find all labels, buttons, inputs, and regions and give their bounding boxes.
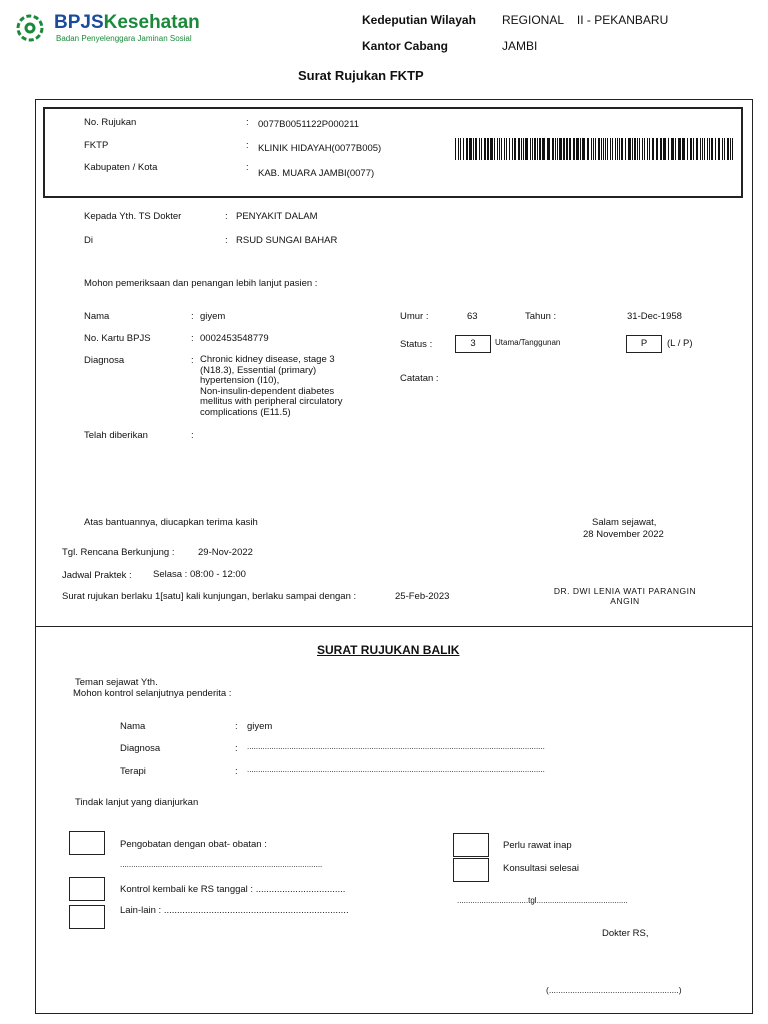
barcode-bar bbox=[663, 138, 666, 160]
kantor-value: JAMBI bbox=[502, 39, 538, 53]
catatan-label: Catatan : bbox=[400, 373, 439, 384]
barcode-bar bbox=[547, 138, 550, 160]
berlaku-value: 25-Feb-2023 bbox=[395, 591, 450, 602]
di-label: Di bbox=[84, 235, 93, 246]
barcode-bar bbox=[494, 138, 495, 160]
barcode-bar bbox=[463, 138, 464, 160]
barcode-bar bbox=[587, 138, 589, 160]
barcode-bar bbox=[704, 138, 705, 160]
di-value: RSUD SUNGAI BAHAR bbox=[236, 235, 338, 246]
barcode-bar bbox=[730, 138, 731, 160]
barcode-bar bbox=[479, 138, 480, 160]
barcode-bar bbox=[652, 138, 654, 160]
kontrol-checkbox[interactable] bbox=[69, 877, 105, 901]
balik-nama-label: Nama bbox=[120, 721, 146, 732]
barcode-bar bbox=[539, 138, 541, 160]
tgl-rencana-value: 29-Nov-2022 bbox=[198, 547, 253, 558]
lain-lain-checkbox[interactable] bbox=[69, 905, 105, 929]
salam-text: Salam sejawat, bbox=[592, 517, 657, 528]
diberikan-label: Telah diberikan bbox=[84, 430, 148, 441]
tahun-value: 31-Dec-1958 bbox=[627, 311, 682, 322]
utama-label: Utama/Tanggunan bbox=[495, 338, 561, 347]
balik-diagnosa-dots: ...................................................................................................................................... bbox=[247, 742, 545, 751]
barcode-bar bbox=[671, 138, 674, 160]
barcode-bar bbox=[722, 138, 723, 160]
barcode-bar bbox=[595, 138, 596, 160]
colon: : bbox=[225, 235, 228, 246]
barcode-bar bbox=[509, 138, 510, 160]
barcode-bar bbox=[718, 138, 720, 160]
barcode-bar bbox=[523, 138, 524, 160]
barcode-bar bbox=[678, 138, 681, 160]
barcode-bar bbox=[518, 138, 520, 160]
bpjs-logo-icon bbox=[16, 14, 44, 42]
barcode-bar bbox=[711, 138, 713, 160]
status-value: 3 bbox=[470, 338, 476, 349]
barcode-bar bbox=[625, 138, 626, 160]
barcode-bar bbox=[632, 138, 633, 160]
barcode-bar bbox=[610, 138, 611, 160]
terapi-dots: ...................................................................................................................................... bbox=[247, 765, 545, 774]
barcode-bar bbox=[715, 138, 716, 160]
logo-subtitle: Badan Penyelenggara Jaminan Sosial bbox=[56, 34, 192, 43]
logo-kesehatan-text: Kesehatan bbox=[103, 12, 200, 33]
tahun-label: Tahun : bbox=[525, 311, 557, 322]
barcode-bar bbox=[512, 138, 513, 160]
barcode-bar bbox=[707, 138, 708, 160]
barcode-bar bbox=[709, 138, 710, 160]
tindak-text: Tindak lanjut yang dianjurkan bbox=[75, 797, 199, 808]
barcode-bar bbox=[487, 138, 489, 160]
rawat-inap-label: Perlu rawat inap bbox=[503, 840, 572, 851]
diagnosa-value bbox=[200, 355, 343, 418]
kepada-value: PENYAKIT DALAM bbox=[236, 211, 318, 222]
barcode-bar bbox=[582, 138, 585, 160]
mohon-text: Mohon pemeriksaan dan penangan lebih lanjut pasien : bbox=[84, 278, 318, 289]
jadwal-label: Jadwal Praktek : bbox=[62, 570, 132, 581]
barcode-bar bbox=[473, 138, 474, 160]
colon: : bbox=[225, 211, 228, 222]
barcode-bar bbox=[532, 138, 533, 160]
barcode-bar bbox=[525, 138, 528, 160]
diagnosa-label: Diagnosa bbox=[84, 355, 125, 366]
colon: : bbox=[235, 743, 238, 754]
barcode-bar bbox=[603, 138, 604, 160]
kontrol-label: Kontrol kembali ke RS tanggal : .................................. bbox=[120, 884, 346, 895]
barcode-bar bbox=[642, 138, 643, 160]
umur-value: 63 bbox=[467, 311, 478, 322]
no-rujukan-value: 0077B0051122P000211 bbox=[258, 119, 360, 130]
barcode-bar bbox=[696, 138, 698, 160]
barcode-bar bbox=[514, 138, 516, 160]
barcode-bar bbox=[644, 138, 645, 160]
barcode-bar bbox=[557, 138, 558, 160]
sex-value: P bbox=[640, 338, 648, 349]
teman-text: Teman sejawat Yth. bbox=[75, 677, 158, 688]
colon: : bbox=[191, 430, 194, 441]
signature-line: (.......................................................) bbox=[546, 985, 682, 995]
status-label: Status : bbox=[400, 339, 433, 350]
barcode-bar bbox=[639, 138, 640, 160]
barcode-bar bbox=[727, 138, 729, 160]
barcode-bar bbox=[555, 138, 556, 160]
barcode-bar bbox=[552, 138, 554, 160]
barcode-bar bbox=[675, 138, 676, 160]
pengobatan-dots: ........................................................................................... bbox=[120, 860, 323, 869]
status-box bbox=[455, 335, 491, 353]
barcode-bar bbox=[612, 138, 613, 160]
barcode-bar bbox=[563, 138, 565, 160]
barcode-bar bbox=[605, 138, 606, 160]
barcode-bar bbox=[576, 138, 579, 160]
barcode-bar bbox=[637, 138, 638, 160]
colon: : bbox=[246, 117, 249, 128]
barcode-bar bbox=[504, 138, 505, 160]
barcode-bar bbox=[660, 138, 662, 160]
barcode-bar bbox=[497, 138, 498, 160]
barcode-bar bbox=[649, 138, 650, 160]
barcode-bar bbox=[542, 138, 545, 160]
barcode-bar bbox=[668, 138, 669, 160]
diagnosa-line: (N18.3), Essential (primary) bbox=[200, 364, 317, 376]
fktp-value: KLINIK HIDAYAH(0077B005) bbox=[258, 143, 382, 154]
barcode-bar bbox=[693, 138, 694, 160]
rawat-inap-checkbox[interactable] bbox=[453, 833, 489, 857]
jadwal-value: Selasa : 08:00 - 12:00 bbox=[153, 569, 246, 580]
colon: : bbox=[191, 333, 194, 344]
salam-date: 28 November 2022 bbox=[583, 529, 664, 540]
mohon-kontrol-text: Mohon kontrol selanjutnya penderita : bbox=[73, 688, 232, 699]
umur-label: Umur : bbox=[400, 311, 429, 322]
colon: : bbox=[246, 162, 249, 173]
dokter-name-line: ANGIN bbox=[610, 596, 640, 606]
nama-value: giyem bbox=[200, 311, 226, 322]
konsultasi-label: Konsultasi selesai bbox=[503, 863, 580, 874]
balik-nama-value: giyem bbox=[247, 721, 273, 732]
barcode-bar bbox=[573, 138, 575, 160]
barcode-bar bbox=[506, 138, 507, 160]
barcode-bar bbox=[617, 138, 618, 160]
barcode-bar bbox=[591, 138, 592, 160]
barcode-bar bbox=[521, 138, 522, 160]
pengobatan-checkbox[interactable] bbox=[69, 831, 105, 855]
sex-options: (L / P) bbox=[667, 338, 693, 349]
barcode-bar bbox=[559, 138, 562, 160]
colon: : bbox=[191, 311, 194, 322]
barcode-bar bbox=[566, 138, 568, 160]
barcode-bar bbox=[484, 138, 486, 160]
barcode-bar bbox=[593, 138, 594, 160]
kartu-label: No. Kartu BPJS bbox=[84, 333, 151, 344]
barcode-bar bbox=[700, 138, 701, 160]
barcode-bar bbox=[580, 138, 581, 160]
lain-lain-label: Lain-lain : ...................................................................... bbox=[120, 905, 349, 916]
barcode-bar bbox=[687, 138, 688, 160]
barcode-bar bbox=[619, 138, 620, 160]
barcode-bar bbox=[537, 138, 538, 160]
colon: : bbox=[191, 355, 194, 366]
barcode-bar bbox=[702, 138, 703, 160]
barcode bbox=[455, 138, 735, 160]
barcode-bar bbox=[732, 138, 733, 160]
barcode-bar bbox=[621, 138, 623, 160]
barcode-bar bbox=[690, 138, 692, 160]
barcode-bar bbox=[634, 138, 636, 160]
barcode-bar bbox=[481, 138, 482, 160]
kedeputian-label: Kedeputian Wilayah bbox=[362, 13, 476, 27]
kabupaten-value: KAB. MUARA JAMBI(0077) bbox=[258, 168, 375, 179]
barcode-bar bbox=[647, 138, 648, 160]
diagnosa-line: Chronic kidney disease, stage 3 bbox=[200, 354, 335, 365]
thanks-text: Atas bantuannya, diucapkan terima kasih bbox=[84, 517, 258, 528]
barcode-bar bbox=[475, 138, 477, 160]
kedeputian-value: REGIONAL II - PEKANBARU bbox=[502, 13, 669, 27]
barcode-bar bbox=[458, 138, 459, 160]
barcode-bar bbox=[628, 138, 631, 160]
barcode-bar bbox=[615, 138, 616, 160]
konsultasi-checkbox[interactable] bbox=[453, 858, 489, 882]
fktp-label: FKTP bbox=[84, 140, 109, 151]
kabupaten-label: Kabupaten / Kota bbox=[84, 162, 158, 173]
page-title: Surat Rujukan FKTP bbox=[298, 68, 424, 83]
colon: : bbox=[235, 766, 238, 777]
barcode-bar bbox=[534, 138, 536, 160]
barcode-bar bbox=[530, 138, 531, 160]
dokter-name-line: DR. DWI LENIA WATI PARANGIN bbox=[553, 586, 697, 596]
barcode-bar bbox=[569, 138, 571, 160]
barcode-bar bbox=[656, 138, 658, 160]
colon: : bbox=[246, 140, 249, 151]
sex-box bbox=[626, 335, 662, 353]
barcode-bar bbox=[598, 138, 600, 160]
barcode-bar bbox=[455, 138, 456, 160]
kepada-label: Kepada Yth. TS Dokter bbox=[84, 211, 182, 222]
section-divider bbox=[35, 626, 753, 627]
barcode-bar bbox=[607, 138, 608, 160]
bpjs-logo bbox=[16, 12, 200, 46]
nama-label: Nama bbox=[84, 311, 110, 322]
barcode-bar bbox=[682, 138, 685, 160]
tgl-rencana-label: Tgl. Rencana Berkunjung : bbox=[62, 547, 175, 558]
balik-diagnosa-label: Diagnosa bbox=[120, 743, 161, 754]
diagnosa-line: Non-insulin-dependent diabetes bbox=[200, 385, 335, 397]
barcode-bar bbox=[460, 138, 461, 160]
balik-title: SURAT RUJUKAN BALIK bbox=[317, 643, 460, 657]
barcode-bar bbox=[724, 138, 725, 160]
barcode-bar bbox=[601, 138, 602, 160]
barcode-bar bbox=[469, 138, 472, 160]
barcode-bar bbox=[499, 138, 500, 160]
no-rujukan-label: No. Rujukan bbox=[84, 117, 137, 128]
dokter-rs-label: Dokter RS, bbox=[602, 928, 649, 939]
tgl-line: ................................tgl......................................... bbox=[457, 896, 628, 905]
barcode-bar bbox=[490, 138, 493, 160]
barcode-bar bbox=[501, 138, 502, 160]
kartu-value: 0002453548779 bbox=[200, 333, 269, 344]
diagnosa-line: mellitus with peripheral circulatory bbox=[200, 396, 343, 407]
logo-bpjs-text: BPJS bbox=[54, 12, 104, 33]
terapi-label: Terapi bbox=[120, 766, 146, 777]
kantor-label: Kantor Cabang bbox=[362, 39, 449, 53]
diagnosa-line: complications (E11.5) bbox=[200, 406, 291, 418]
barcode-bar bbox=[466, 138, 468, 160]
dokter-fktp-name bbox=[520, 586, 730, 606]
colon: : bbox=[235, 721, 238, 732]
pengobatan-label: Pengobatan dengan obat- obatan : bbox=[120, 839, 267, 850]
diagnosa-line: hypertension (I10), bbox=[200, 375, 280, 386]
berlaku-label: Surat rujukan berlaku 1[satu] kali kunjungan, berlaku sampai dengan : bbox=[62, 591, 357, 602]
